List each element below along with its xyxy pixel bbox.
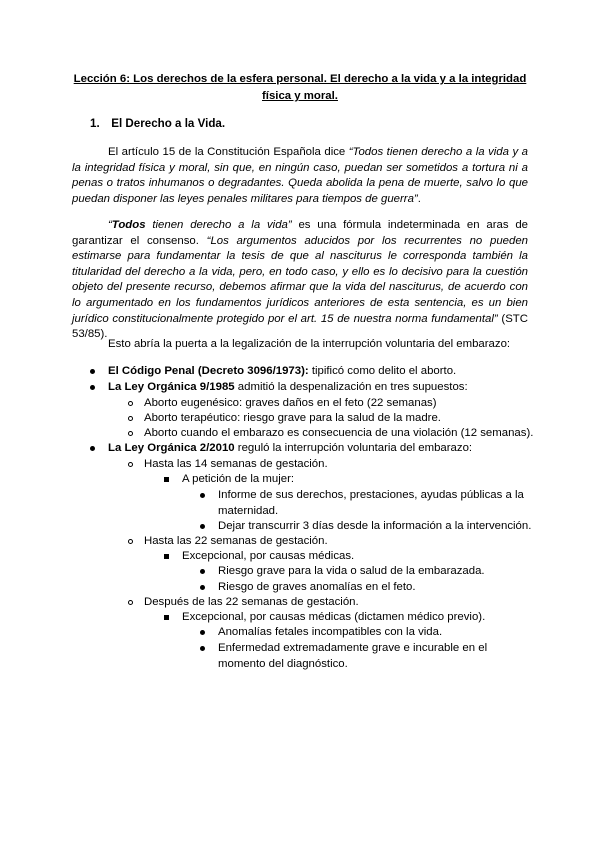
list-item-text: Dejar transcurrir 3 días desde la información a la intervención. — [218, 520, 532, 532]
list-item — [128, 534, 528, 550]
square-bullet-icon — [164, 477, 169, 482]
list-item — [200, 625, 528, 641]
citation: (STC 53/85). — [72, 312, 528, 341]
bullet-icon — [200, 569, 205, 574]
list-item-text: Aborto cuando el embarazo es consecuencia de una violación (12 semanas). — [144, 427, 534, 439]
list-item-text: Después de las 22 semanas de gestación. — [144, 596, 359, 608]
quote-open: “ — [108, 219, 112, 231]
list-item-text: reguló la interrupción voluntaria del embarazo: — [234, 442, 473, 454]
circle-bullet-icon — [128, 462, 133, 467]
list-item — [128, 426, 538, 442]
bullet-icon — [90, 446, 95, 451]
quote-rest: tienen derecho a la vida” — [145, 219, 292, 231]
bullet-icon — [90, 369, 95, 374]
paragraph-article-15 — [72, 145, 528, 207]
list-item — [90, 380, 528, 396]
stc-quote: “Los argumentos aducidos por los recurrentes no pueden estimarse para fundamentar la tesis de que al nasciturus le corresponda también la titularidad del derecho a la vida, pero, en todo caso, y ello es lo decisivo para la cuestión objeto del presente recurso, debemos afirmar que la vida del nasciturus, de acuerdo con lo argumentado en los fundamentos jurídicos anteriores de esta sentencia, es un bien jurídico constitucionalmente protegido por el art. 15 de nuestra norma fundamental” — [72, 234, 529, 325]
list-item — [90, 364, 528, 380]
circle-bullet-icon — [128, 401, 133, 406]
list-item-bold: La Ley Orgánica 9/1985 — [108, 381, 235, 393]
list-item-text: Anomalías fetales incompatibles con la vida. — [218, 626, 443, 638]
section-heading — [90, 116, 225, 132]
quote-bold-todos: Todos — [111, 219, 146, 231]
list-item — [128, 457, 528, 473]
bullet-icon — [200, 585, 205, 590]
list-item-text: tipificó como delito el aborto. — [308, 365, 457, 377]
paragraph-intro-list — [72, 337, 528, 353]
list-item — [128, 411, 528, 427]
list-item — [164, 610, 528, 626]
circle-bullet-icon — [128, 416, 133, 421]
list-item — [128, 595, 528, 611]
list-item-text: Informe de sus derechos, prestaciones, ayudas públicas a la maternidad. — [218, 489, 524, 517]
paragraph-end: . — [417, 192, 421, 205]
list-item-text: Aborto eugenésico: graves daños en el feto (22 semanas) — [144, 397, 437, 409]
list-item — [90, 441, 528, 457]
bullet-icon — [200, 524, 205, 529]
list-item-text: Riesgo grave para la vida o salud de la embarazada. — [218, 565, 485, 577]
list-item — [200, 580, 528, 596]
bullet-icon — [200, 493, 205, 498]
list-item — [164, 549, 528, 565]
list-item-bold: El Código Penal (Decreto 3096/1973): — [108, 365, 309, 377]
list-item-text: Enfermedad extremadamente grave e incurable en el momento del diagnóstico. — [218, 642, 488, 670]
list-item-text: Hasta las 14 semanas de gestación. — [144, 458, 328, 470]
list-item — [200, 519, 538, 535]
bullet-icon — [200, 646, 205, 651]
lesson-title: Lección 6: Los derechos de la esfera personal. El derecho a la vida y a la integridad física y moral. — [73, 73, 527, 102]
bullet-icon — [200, 630, 205, 635]
list-item-text: Aborto terapéutico: riesgo grave para la salud de la madre. — [144, 412, 441, 424]
constitution-quote: “Todos tienen derecho a la vida y a la integridad física y moral, sin que, en ningún caso, puedan ser sometidos a tortura ni a penas o tratos inhumanos o degradantes. Queda abolida la pena de muerte, salvo lo que puedan disponer las leyes penales militares para tiempos de guerra” — [72, 146, 528, 205]
circle-bullet-icon — [128, 431, 133, 436]
circle-bullet-icon — [128, 539, 133, 544]
bullet-icon — [90, 385, 95, 390]
paragraph-text: Esto abría la puerta a la legalización de la interrupción voluntaria del embarazo: — [108, 338, 511, 350]
list-item-text: admitió la despenalización en tres supuestos: — [234, 381, 468, 393]
circle-bullet-icon — [128, 600, 133, 605]
list-item-text: Riesgo de graves anomalías en el feto. — [218, 581, 416, 593]
list-item — [164, 472, 528, 488]
list-item-bold: La Ley Orgánica 2/2010 — [108, 442, 235, 454]
list-item-text: A petición de la mujer: — [182, 473, 295, 485]
paragraph-todos — [72, 218, 528, 343]
list-item-text: Excepcional, por causas médicas. — [182, 550, 355, 562]
list-item — [128, 396, 528, 412]
list-item — [200, 488, 528, 519]
square-bullet-icon — [164, 615, 169, 620]
paragraph-text: El artículo 15 de la Constitución Española dice — [108, 146, 349, 158]
paragraph-mid: es una fórmula indeterminada en aras de garantizar el consenso. — [72, 219, 528, 247]
list-item-text: Hasta las 22 semanas de gestación. — [144, 535, 328, 547]
list-item — [200, 564, 528, 580]
list-item-text: Excepcional, por causas médicas (dictamen médico previo). — [182, 611, 486, 623]
square-bullet-icon — [164, 554, 169, 559]
section-number: 1. — [90, 117, 100, 130]
list-item — [200, 641, 500, 672]
section-title: El Derecho a la Vida. — [111, 117, 226, 130]
